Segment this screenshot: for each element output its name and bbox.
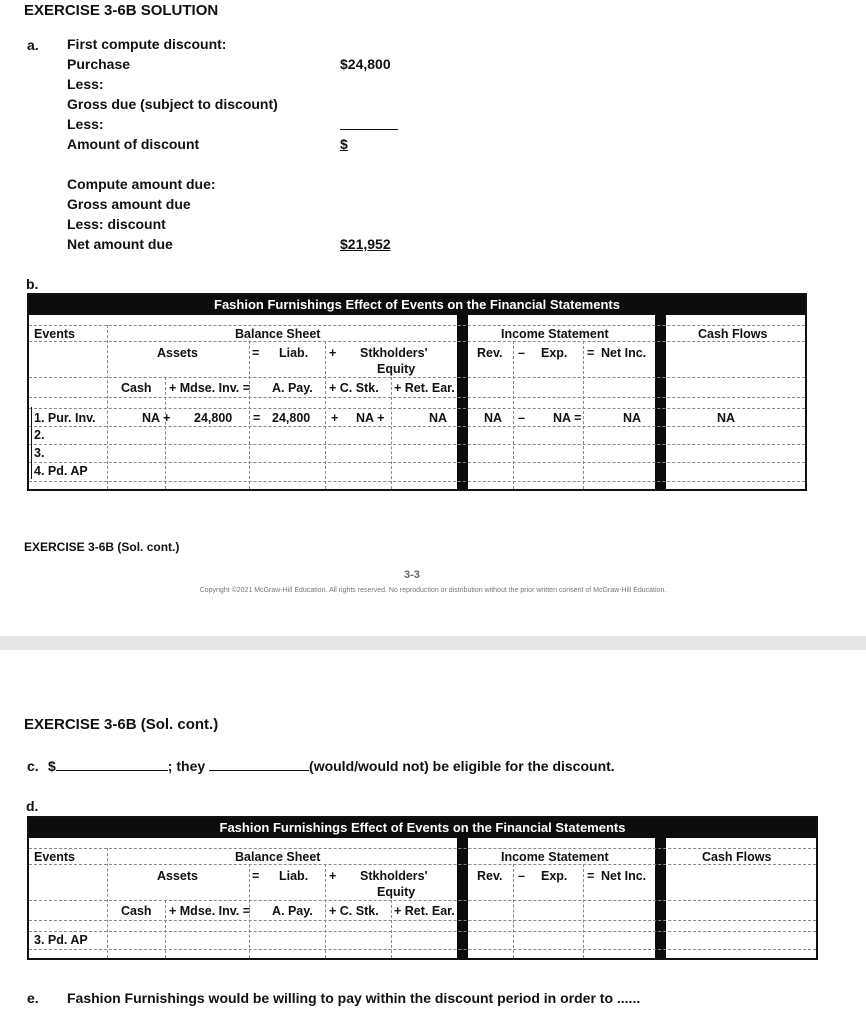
equity-header: Equity — [377, 362, 416, 376]
eligibility-blank[interactable] — [209, 770, 309, 771]
row-line — [29, 949, 816, 950]
col-line — [325, 864, 326, 958]
minus-sign: – — [518, 869, 525, 883]
cash-flows-header: Cash Flows — [702, 850, 772, 864]
equals-sign-2: = — [587, 346, 595, 360]
page-break — [0, 636, 866, 650]
col-line — [107, 848, 108, 958]
table-title: Fashion Furnishings Effect of Events on the Financial Statements — [29, 818, 816, 838]
event-3-pd-ap: 3. Pd. AP — [34, 933, 88, 947]
exp-header: Exp. — [541, 346, 568, 360]
row-line — [29, 900, 816, 901]
plus-sign: + — [329, 346, 337, 360]
col-line — [583, 864, 584, 958]
cell-apay: 24,800 — [272, 411, 311, 425]
cash-header: Cash — [121, 381, 152, 395]
balance-sheet-header: Balance Sheet — [235, 850, 321, 864]
net-inc-header: Net Inc. — [601, 346, 647, 360]
row-line — [29, 325, 805, 326]
part-a-letter: a. — [27, 37, 39, 53]
event-1: 1. Pur. Inv. — [34, 411, 96, 425]
col-line — [31, 407, 32, 479]
cell-cash: NA + — [142, 411, 171, 425]
part-d-letter: d. — [26, 798, 39, 814]
col-line — [165, 377, 166, 489]
stkholders-header: Stkholders' — [360, 869, 428, 883]
event-3: 3. — [34, 446, 45, 460]
row-line — [29, 864, 816, 865]
cont-label: EXERCISE 3-6B (Sol. cont.) — [24, 540, 180, 554]
page2-title: EXERCISE 3-6B (Sol. cont.) — [24, 716, 219, 733]
part-a-heading: First compute discount: — [67, 36, 227, 52]
cell-minus: – — [518, 411, 525, 425]
col-line — [107, 325, 108, 489]
part-c-letter: c. — [27, 758, 39, 774]
assets-header: Assets — [157, 346, 198, 360]
cell-exp: NA = — [553, 411, 582, 425]
gross-amount-label: Gross amount due — [67, 196, 191, 212]
net-amount-label: Net amount due — [67, 236, 173, 252]
row-line — [29, 462, 805, 463]
compute-amount-label: Compute amount due: — [67, 176, 216, 192]
equals-sign: = — [252, 346, 260, 360]
minus-sign: – — [518, 346, 525, 360]
cash-header: Cash — [121, 904, 152, 918]
separator-bar — [655, 838, 666, 958]
amount-discount-label: Amount of discount — [67, 136, 200, 152]
row-line — [29, 481, 805, 482]
row-line — [29, 408, 805, 409]
cell-retear: NA — [429, 411, 448, 425]
balance-sheet-header: Balance Sheet — [235, 327, 321, 341]
col-line — [391, 377, 392, 489]
table-title: Fashion Furnishings Effect of Events on the Financial Statements — [29, 295, 805, 315]
rev-header: Rev. — [477, 346, 503, 360]
col-line — [513, 341, 514, 489]
plus-sign: + — [329, 869, 337, 883]
cell-cf: NA — [717, 411, 736, 425]
row-line — [29, 426, 805, 427]
col-line — [391, 900, 392, 958]
part-c-prefix: $ — [48, 758, 56, 774]
effects-table-d — [27, 816, 818, 960]
col-line — [165, 900, 166, 958]
equals-sign: = — [252, 869, 260, 883]
col-line — [249, 341, 250, 489]
assets-header: Assets — [157, 869, 198, 883]
purchase-value: $24,800 — [340, 56, 391, 72]
liab-header: Liab. — [279, 869, 309, 883]
cell-cstk: NA + — [356, 411, 385, 425]
part-c-suffix: (would/would not) be eligible for the discount. — [309, 758, 615, 774]
rev-header: Rev. — [477, 869, 503, 883]
page-title: EXERCISE 3-6B SOLUTION — [24, 2, 219, 19]
sum-rule — [340, 129, 398, 130]
mdse-header: + Mdse. Inv. = — [169, 904, 251, 918]
income-statement-header: Income Statement — [501, 327, 609, 341]
cell-rev: NA — [484, 411, 503, 425]
copyright: Copyright ©2021 McGraw-Hill Education. All rights reserved. No reproduction or distribution without the prior written consent of McGraw-Hill Education. — [199, 587, 667, 594]
retear-header: + Ret. Ear. — [394, 381, 455, 395]
cstk-header: + C. Stk. — [329, 904, 379, 918]
part-c-line — [48, 758, 615, 774]
event-4: 4. Pd. AP — [34, 464, 88, 478]
exp-header: Exp. — [541, 869, 568, 883]
income-statement-header: Income Statement — [501, 850, 609, 864]
less-label-2: Less: — [67, 116, 104, 132]
cell-mdse: 24,800 — [194, 411, 233, 425]
retear-header: + Ret. Ear. — [394, 904, 455, 918]
col-line — [325, 341, 326, 489]
row-line — [29, 931, 816, 932]
cell-netinc: NA — [623, 411, 642, 425]
row-line — [29, 848, 816, 849]
event-2: 2. — [34, 428, 45, 442]
net-inc-header: Net Inc. — [601, 869, 647, 883]
cell-eq: = — [253, 411, 261, 425]
part-e-letter: e. — [27, 990, 39, 1006]
stkholders-header: Stkholders' — [360, 346, 428, 360]
events-header: Events — [34, 327, 75, 341]
less-label: Less: — [67, 76, 104, 92]
less-discount-label: Less: discount — [67, 216, 166, 232]
row-line — [29, 920, 816, 921]
equity-header: Equity — [377, 885, 416, 899]
effects-table-b — [27, 293, 807, 491]
amount-blank[interactable] — [56, 770, 168, 771]
mdse-header: + Mdse. Inv. = — [169, 381, 251, 395]
part-b-letter: b. — [26, 276, 39, 292]
page-number: 3-3 — [404, 569, 420, 581]
cstk-header: + C. Stk. — [329, 381, 379, 395]
row-line — [29, 341, 805, 342]
row-line — [29, 377, 805, 378]
part-c-mid: ; they — [167, 758, 206, 774]
cell-plus: + — [331, 411, 339, 425]
col-line — [583, 341, 584, 489]
discount-value: $ — [340, 136, 348, 152]
part-e-text: Fashion Furnishings would be willing to pay within the discount period in order to ...... — [67, 990, 641, 1006]
gross-due-label: Gross due (subject to discount) — [67, 96, 278, 112]
apay-header: A. Pay. — [272, 904, 313, 918]
liab-header: Liab. — [279, 346, 309, 360]
separator-bar — [457, 838, 468, 958]
events-header: Events — [34, 850, 75, 864]
equals-sign-2: = — [587, 869, 595, 883]
row-line — [29, 397, 805, 398]
cash-flows-header: Cash Flows — [698, 327, 768, 341]
apay-header: A. Pay. — [272, 381, 313, 395]
row-line — [29, 444, 805, 445]
net-amount-value: $21,952 — [340, 236, 391, 252]
col-line — [513, 864, 514, 958]
purchase-label: Purchase — [67, 56, 131, 72]
